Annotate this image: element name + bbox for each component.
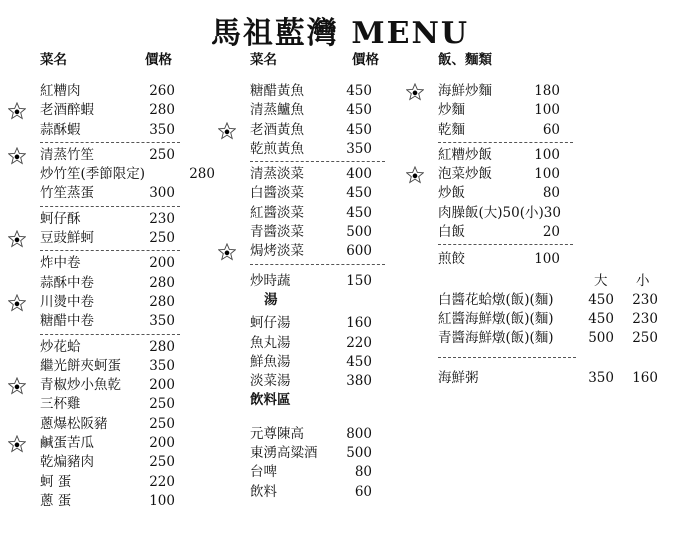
menu-item xyxy=(438,165,668,184)
menu-item xyxy=(250,121,400,140)
dish-price: 150 xyxy=(346,272,372,289)
star-icon xyxy=(8,147,26,165)
menu-item xyxy=(438,184,668,203)
menu-item xyxy=(40,274,220,293)
dish-name: 繼光餅夾蚵蛋 xyxy=(40,357,121,374)
dish-price: 250 xyxy=(149,146,175,163)
dish-price: 60 xyxy=(354,483,372,500)
dish-name: 東湧高粱酒 xyxy=(250,445,318,462)
dish-price: 450 xyxy=(346,353,372,370)
dish-price: 80 xyxy=(354,464,372,481)
dish-name: 蔥 蛋 xyxy=(40,492,72,509)
header-price: 價格 xyxy=(145,52,172,68)
menu-item xyxy=(250,223,400,242)
dish-price: 100 xyxy=(534,251,560,268)
menu-item xyxy=(250,372,400,391)
menu-item xyxy=(250,82,400,101)
dish-name: 蔥爆松阪豬 xyxy=(40,415,108,432)
menu-item xyxy=(40,453,220,472)
dish-name: 青椒炒小魚乾 xyxy=(40,377,121,394)
menu-item xyxy=(250,463,400,482)
dish-name: 炒竹笙(季節限定) xyxy=(40,166,146,183)
dish-name: 海鮮粥 xyxy=(438,369,479,386)
dish-name: 紅糟肉 xyxy=(40,83,81,99)
menu-item xyxy=(40,121,220,140)
dish-price: 280 xyxy=(149,102,175,119)
price-small: 230 xyxy=(632,310,658,327)
dish-price: 450 xyxy=(346,102,372,119)
dish-name: 紅醬淡菜 xyxy=(250,204,304,221)
menu-title: 馬祖藍灣 MENU xyxy=(210,16,470,51)
dish-name: 魚丸湯 xyxy=(250,334,291,351)
dish-name: 白飯 xyxy=(438,224,465,241)
section-divider xyxy=(438,357,576,358)
menu-item xyxy=(250,204,400,223)
dish-name: 台啤 xyxy=(250,464,277,481)
dish-price: 450 xyxy=(346,83,372,99)
price-large: 350 xyxy=(588,369,614,386)
menu-item xyxy=(40,293,220,312)
dish-price: 450 xyxy=(346,204,372,221)
column-1 xyxy=(40,50,220,511)
dish-name: 糖醋黃魚 xyxy=(250,83,304,99)
price-large: 500 xyxy=(588,330,614,347)
menu-item xyxy=(40,184,220,203)
menu-item xyxy=(40,229,220,248)
price-large: 450 xyxy=(588,310,614,327)
dish-name: 淡菜湯 xyxy=(250,373,291,390)
dish-price: 350 xyxy=(149,357,175,374)
price-small: 250 xyxy=(632,330,658,347)
star-icon xyxy=(8,102,26,120)
menu-item xyxy=(250,483,400,502)
dish-name: 炒麵 xyxy=(438,102,465,119)
dish-name: 泡菜炒飯 xyxy=(438,166,492,183)
dish-price: 400 xyxy=(346,166,372,183)
dish-price: 200 xyxy=(149,377,175,394)
section-divider xyxy=(438,142,573,143)
dish-price: 260 xyxy=(149,83,175,99)
menu-item xyxy=(250,165,400,184)
dish-name: 炒飯 xyxy=(438,185,465,202)
section-divider xyxy=(40,142,180,143)
dish-name: 鮮魚湯 xyxy=(250,353,291,370)
dish-price: 280 xyxy=(149,338,175,355)
dish-price: 100 xyxy=(534,102,560,119)
dish-name: 紅糟炒飯 xyxy=(438,146,492,163)
menu-item xyxy=(438,101,668,120)
menu-item xyxy=(438,82,668,101)
column-3 xyxy=(438,50,668,388)
dish-price: 100 xyxy=(534,146,560,163)
price-small: 230 xyxy=(632,291,658,308)
dish-price: 800 xyxy=(346,425,372,442)
section-divider xyxy=(250,264,385,265)
dish-name: 青醬淡菜 xyxy=(250,224,304,241)
dish-name: 老酒醉蝦 xyxy=(40,102,94,119)
dish-name: 清蒸淡菜 xyxy=(250,166,304,183)
dish-price: 280 xyxy=(189,166,215,183)
menu-item xyxy=(40,165,220,184)
menu-item xyxy=(250,140,400,159)
menu-item xyxy=(438,204,668,223)
dish-name: 蒜酥蝦 xyxy=(40,121,81,138)
star-icon xyxy=(8,230,26,248)
dish-price: 200 xyxy=(149,255,175,272)
column-2-header xyxy=(250,50,400,70)
dish-name: 乾煎黃魚 xyxy=(250,140,304,157)
dish-price: 250 xyxy=(149,230,175,247)
menu-item xyxy=(250,425,400,444)
price-small: 160 xyxy=(632,369,658,386)
dish-name: 白醬淡菜 xyxy=(250,185,304,202)
menu-item xyxy=(40,338,220,357)
menu-item xyxy=(438,121,668,140)
section-divider xyxy=(40,206,180,207)
menu-item xyxy=(40,395,220,414)
header-dish-name: 菜名 xyxy=(250,52,277,68)
section-divider xyxy=(40,334,180,335)
dish-price: 250 xyxy=(149,396,175,413)
dish-name: 乾煸豬肉 xyxy=(40,454,94,471)
dish-price: 450 xyxy=(346,185,372,202)
dish-name: 竹笙蒸蛋 xyxy=(40,185,94,202)
section-heading: 湯 xyxy=(264,291,278,308)
dish-price: 600 xyxy=(346,243,372,260)
column-2 xyxy=(250,50,400,502)
dish-name: 川燙中卷 xyxy=(40,293,94,310)
dish-name: 海鮮炒麵 xyxy=(438,83,492,99)
star-icon xyxy=(8,435,26,453)
dish-name: 飲料 xyxy=(250,483,277,500)
size-small-label: 小 xyxy=(636,272,650,289)
menu-item xyxy=(438,146,668,165)
dish-price: 220 xyxy=(149,473,175,490)
dish-name: 清蒸竹笙 xyxy=(40,146,94,163)
dish-name: 炸中卷 xyxy=(40,255,81,272)
menu-item xyxy=(40,434,220,453)
menu-item xyxy=(250,353,400,372)
dish-price: 20 xyxy=(542,224,560,241)
dish-name: 焗烤淡菜 xyxy=(250,243,304,260)
dish-name: 肉臊飯(大)50(小)30 xyxy=(438,204,561,221)
menu-item xyxy=(250,101,400,120)
dish-price: 500 xyxy=(346,224,372,241)
menu-item xyxy=(40,415,220,434)
menu-item xyxy=(438,250,668,269)
section-divider xyxy=(250,161,385,162)
dish-name: 紅醬海鮮燉(飯)(麵) xyxy=(438,310,554,327)
menu-item xyxy=(40,473,220,492)
menu-item xyxy=(40,376,220,395)
dish-price: 60 xyxy=(542,121,560,138)
dish-name: 白醬花蛤燉(飯)(麵) xyxy=(438,291,554,308)
menu-item xyxy=(40,146,220,165)
dish-name: 乾麵 xyxy=(438,121,465,138)
header-dish-name: 菜名 xyxy=(40,52,67,68)
star-icon xyxy=(218,122,236,140)
size-large-label: 大 xyxy=(594,272,608,289)
menu-item xyxy=(40,254,220,273)
dish-name: 糖醋中卷 xyxy=(40,313,94,330)
section-heading: 飲料區 xyxy=(250,392,291,409)
dish-name: 蚵仔湯 xyxy=(250,315,291,332)
dish-name: 清蒸鱸魚 xyxy=(250,102,304,119)
star-icon xyxy=(8,377,26,395)
dish-price: 180 xyxy=(534,83,560,99)
dish-name: 炒花蛤 xyxy=(40,338,81,355)
menu-item xyxy=(250,334,400,353)
dish-price: 350 xyxy=(149,313,175,330)
dish-price: 300 xyxy=(149,185,175,202)
price-large: 450 xyxy=(588,291,614,308)
menu-item xyxy=(250,314,400,333)
dish-name: 老酒黃魚 xyxy=(250,121,304,138)
dish-price: 200 xyxy=(149,435,175,452)
dish-name: 元尊陳高 xyxy=(250,425,304,442)
dish-price: 100 xyxy=(534,166,560,183)
star-icon xyxy=(8,294,26,312)
menu-item xyxy=(438,329,668,348)
dish-price: 220 xyxy=(346,334,372,351)
header-price: 價格 xyxy=(352,52,379,68)
menu-item xyxy=(438,291,668,310)
column-3-header: 飯、麵類 xyxy=(438,52,492,68)
menu-item xyxy=(40,492,220,511)
menu-item xyxy=(250,242,400,261)
dish-name: 蚵仔酥 xyxy=(40,210,81,227)
menu-item xyxy=(40,82,220,101)
menu-item xyxy=(250,444,400,463)
dish-price: 100 xyxy=(149,492,175,509)
menu-item xyxy=(250,272,400,291)
dish-price: 250 xyxy=(149,415,175,432)
dish-price: 230 xyxy=(149,210,175,227)
section-divider xyxy=(40,250,180,251)
dish-name: 豆豉鮮蚵 xyxy=(40,230,94,247)
dish-name: 三杯雞 xyxy=(40,396,81,413)
dish-name: 鹹蛋苦瓜 xyxy=(40,435,94,452)
dish-price: 500 xyxy=(346,445,372,462)
menu-item xyxy=(40,312,220,331)
menu-item xyxy=(438,310,668,329)
dish-name: 蚵 蛋 xyxy=(40,473,72,490)
dish-price: 350 xyxy=(346,140,372,157)
menu-item xyxy=(250,184,400,203)
dish-name: 炒時蔬 xyxy=(250,272,291,289)
menu-item xyxy=(40,101,220,120)
dish-price: 280 xyxy=(149,274,175,291)
dish-price: 250 xyxy=(149,454,175,471)
dish-price: 350 xyxy=(149,121,175,138)
dish-price: 380 xyxy=(346,373,372,390)
menu-item xyxy=(40,210,220,229)
dish-price: 80 xyxy=(542,185,560,202)
size-header xyxy=(438,272,668,291)
dish-name: 青醬海鮮燉(飯)(麵) xyxy=(438,330,554,347)
dish-price: 450 xyxy=(346,121,372,138)
star-icon xyxy=(406,166,424,184)
section-divider xyxy=(438,244,573,245)
star-icon xyxy=(406,83,424,101)
column-1-header xyxy=(40,50,220,70)
menu-item xyxy=(438,369,668,388)
dish-name: 蒜酥中卷 xyxy=(40,274,94,291)
dish-name: 煎餃 xyxy=(438,251,465,268)
menu-item xyxy=(438,223,668,242)
dish-price: 160 xyxy=(346,315,372,332)
menu-item xyxy=(40,357,220,376)
star-icon xyxy=(218,243,236,261)
dish-price: 280 xyxy=(149,293,175,310)
